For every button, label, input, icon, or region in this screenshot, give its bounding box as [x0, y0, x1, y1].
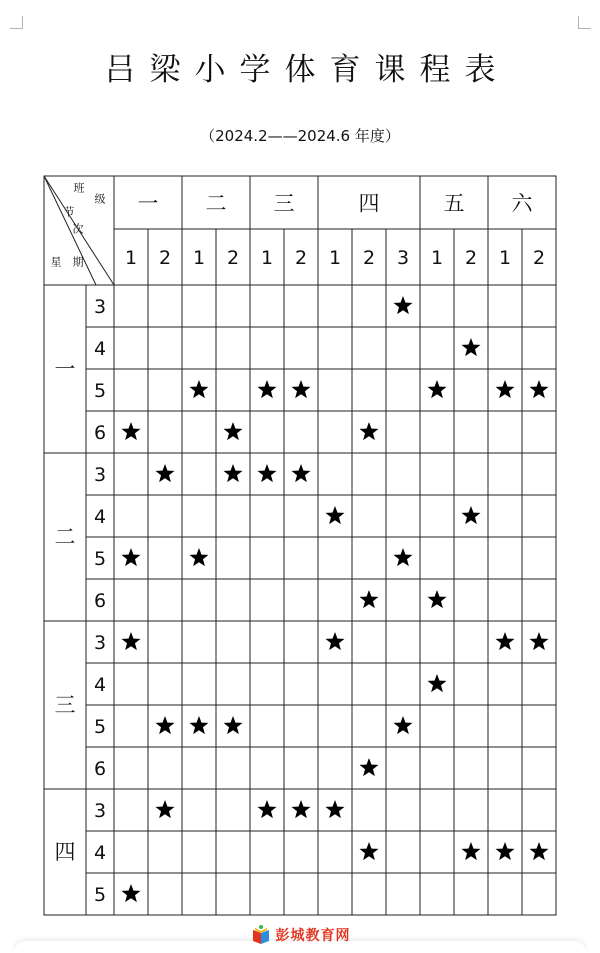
corner-label-class: 班	[73, 181, 85, 195]
black-star-icon	[461, 842, 480, 860]
period-label: 4	[93, 338, 107, 360]
black-star-icon	[461, 338, 480, 356]
period-label: 3	[93, 296, 107, 318]
weekday-label: 四	[54, 840, 76, 864]
class-header: 2	[226, 247, 240, 269]
period-label: 6	[93, 758, 107, 780]
black-star-icon	[291, 464, 310, 482]
black-star-icon	[393, 716, 412, 734]
black-star-icon	[529, 842, 548, 860]
class-header: 1	[124, 247, 138, 269]
black-star-icon	[359, 758, 378, 776]
grade-header: 四	[358, 191, 380, 216]
corner-diagonal	[44, 176, 96, 285]
period-label: 5	[93, 380, 107, 402]
footer	[0, 922, 600, 953]
period-label: 4	[93, 506, 107, 528]
corner-label-period: 节	[63, 205, 75, 219]
black-star-icon	[257, 800, 276, 818]
black-star-icon	[427, 380, 446, 398]
black-star-icon	[325, 506, 344, 524]
corner-label-weekday: 期	[72, 255, 84, 269]
period-label: 5	[93, 548, 107, 570]
black-star-icon	[223, 716, 242, 734]
black-star-icon	[427, 674, 446, 692]
book-icon	[250, 924, 272, 946]
black-star-icon	[325, 800, 344, 818]
page-title: 吕梁小学体育课程表	[104, 52, 510, 88]
black-star-icon	[121, 632, 140, 650]
black-star-icon	[223, 422, 242, 440]
period-label: 3	[93, 464, 107, 486]
class-header: 2	[158, 247, 172, 269]
black-star-icon	[223, 464, 242, 482]
period-label: 3	[93, 800, 107, 822]
corner-label-weekday: 星	[50, 255, 62, 269]
black-star-icon	[121, 422, 140, 440]
black-star-icon	[189, 716, 208, 734]
black-star-icon	[359, 842, 378, 860]
black-star-icon	[529, 632, 548, 650]
black-star-icon	[325, 632, 344, 650]
black-star-icon	[155, 800, 174, 818]
black-star-icon	[393, 548, 412, 566]
black-star-icon	[155, 716, 174, 734]
page-subtitle: （2024.2——2024.6 年度）	[200, 127, 400, 145]
black-star-icon	[427, 590, 446, 608]
grade-header: 六	[511, 191, 533, 216]
black-star-icon	[155, 464, 174, 482]
black-star-icon	[291, 380, 310, 398]
weekday-label: 一	[54, 357, 76, 381]
black-star-icon	[359, 422, 378, 440]
black-star-icon	[189, 548, 208, 566]
period-label: 5	[93, 884, 107, 906]
period-label: 4	[93, 842, 107, 864]
corner-label-class: 级	[94, 192, 106, 206]
grade-header: 五	[443, 191, 465, 216]
class-header: 1	[328, 247, 342, 269]
black-star-icon	[257, 380, 276, 398]
class-header: 2	[294, 247, 308, 269]
black-star-icon	[461, 506, 480, 524]
black-star-icon	[495, 842, 514, 860]
weekday-label: 二	[54, 525, 76, 549]
grade-header: 三	[273, 191, 295, 216]
class-header: 1	[260, 247, 274, 269]
black-star-icon	[257, 464, 276, 482]
class-header: 2	[362, 247, 376, 269]
class-header: 1	[498, 247, 512, 269]
period-label: 3	[93, 632, 107, 654]
period-label: 5	[93, 716, 107, 738]
class-header: 3	[396, 247, 410, 269]
logo-text: 彭城教育网	[275, 928, 351, 944]
period-label: 4	[93, 674, 107, 696]
site-logo[interactable]	[0, 924, 600, 946]
black-star-icon	[291, 800, 310, 818]
grade-header: 二	[205, 191, 227, 216]
black-star-icon	[121, 884, 140, 902]
black-star-icon	[495, 632, 514, 650]
class-header: 2	[532, 247, 546, 269]
period-label: 6	[93, 590, 107, 612]
period-label: 6	[93, 422, 107, 444]
class-header: 1	[430, 247, 444, 269]
black-star-icon	[189, 380, 208, 398]
black-star-icon	[529, 380, 548, 398]
black-star-icon	[393, 296, 412, 314]
grade-header: 一	[137, 191, 159, 216]
weekday-label: 三	[54, 693, 76, 717]
class-header: 1	[192, 247, 206, 269]
black-star-icon	[359, 590, 378, 608]
class-header: 2	[464, 247, 478, 269]
corner-label-period: 次	[72, 222, 84, 236]
black-star-icon	[495, 380, 514, 398]
black-star-icon	[121, 548, 140, 566]
